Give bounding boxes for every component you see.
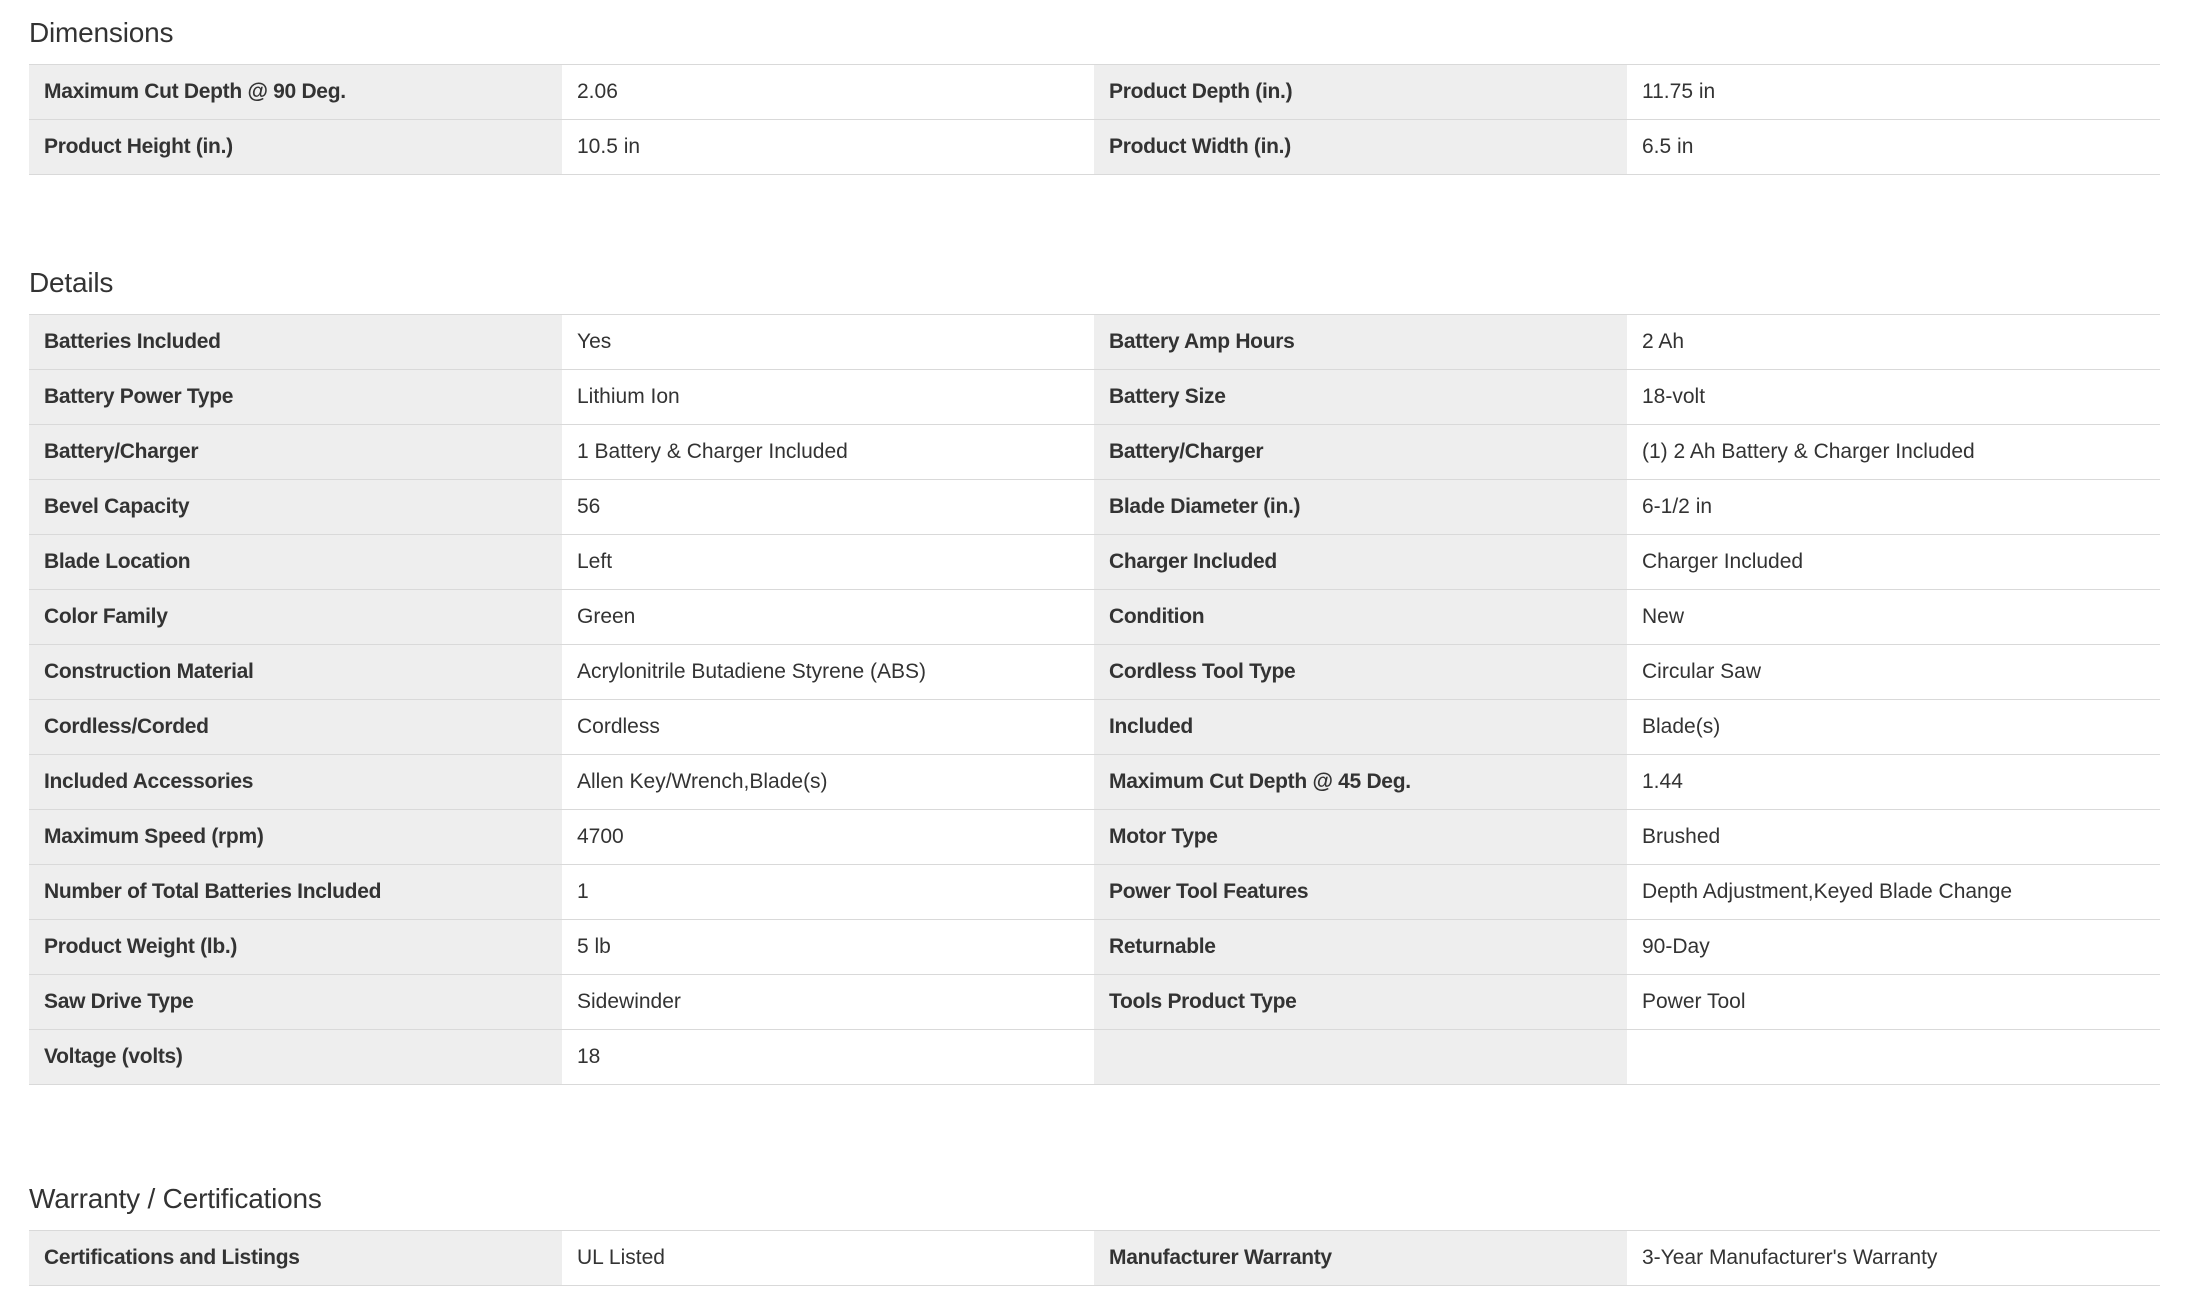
spec-label: Charger Included <box>1094 535 1627 590</box>
warranty-spec-table <box>29 1230 2160 1286</box>
spec-value: 18 <box>562 1030 1094 1085</box>
spec-row <box>29 535 2160 590</box>
spec-label: Battery Power Type <box>29 370 562 425</box>
spec-label: Batteries Included <box>29 315 562 370</box>
spec-label: Voltage (volts) <box>29 1030 562 1085</box>
spec-row <box>29 975 2160 1030</box>
spec-value: Charger Included <box>1627 535 2160 590</box>
spec-label: Product Weight (lb.) <box>29 920 562 975</box>
spec-value: 4700 <box>562 810 1094 865</box>
spec-row <box>29 590 2160 645</box>
spec-label: Tools Product Type <box>1094 975 1627 1030</box>
spec-row <box>29 865 2160 920</box>
dimensions-spec-table <box>29 64 2160 175</box>
spec-value: 18-volt <box>1627 370 2160 425</box>
spec-value: Cordless <box>562 700 1094 755</box>
warranty-section <box>29 1181 2160 1286</box>
spec-value: New <box>1627 590 2160 645</box>
spec-value: 1 Battery & Charger Included <box>562 425 1094 480</box>
spec-label: Certifications and Listings <box>29 1231 562 1286</box>
spec-value <box>1627 1030 2160 1085</box>
details-spec-table <box>29 314 2160 1085</box>
spec-row <box>29 120 2160 175</box>
spec-value: 5 lb <box>562 920 1094 975</box>
spec-row <box>29 480 2160 535</box>
spec-value: UL Listed <box>562 1231 1094 1286</box>
spec-value: Yes <box>562 315 1094 370</box>
spec-label: Maximum Cut Depth @ 90 Deg. <box>29 65 562 120</box>
spec-label: Product Depth (in.) <box>1094 65 1627 120</box>
section-title: Dimensions <box>29 17 174 48</box>
spec-label: Blade Diameter (in.) <box>1094 480 1627 535</box>
spec-value: Brushed <box>1627 810 2160 865</box>
spec-label: Maximum Cut Depth @ 45 Deg. <box>1094 755 1627 810</box>
spec-row <box>29 700 2160 755</box>
spec-value: 2.06 <box>562 65 1094 120</box>
spec-label: Cordless Tool Type <box>1094 645 1627 700</box>
spec-value: 3-Year Manufacturer's Warranty <box>1627 1231 2160 1286</box>
spec-label: Battery Size <box>1094 370 1627 425</box>
spec-value: Depth Adjustment,Keyed Blade Change <box>1627 865 2160 920</box>
spec-label: Maximum Speed (rpm) <box>29 810 562 865</box>
spec-value: Green <box>562 590 1094 645</box>
spec-row <box>29 1231 2160 1286</box>
spec-value: 11.75 in <box>1627 65 2160 120</box>
spec-label: Included Accessories <box>29 755 562 810</box>
spec-value: 10.5 in <box>562 120 1094 175</box>
spec-value: Sidewinder <box>562 975 1094 1030</box>
spec-value: Power Tool <box>1627 975 2160 1030</box>
details-section <box>29 265 2160 1085</box>
spec-value: 1.44 <box>1627 755 2160 810</box>
spec-value: Allen Key/Wrench,Blade(s) <box>562 755 1094 810</box>
spec-label: Battery/Charger <box>29 425 562 480</box>
spec-label: Battery Amp Hours <box>1094 315 1627 370</box>
section-title: Details <box>29 267 114 298</box>
spec-label: Bevel Capacity <box>29 480 562 535</box>
dimensions-section <box>29 15 2160 175</box>
spec-label: Condition <box>1094 590 1627 645</box>
spec-row <box>29 810 2160 865</box>
spec-label: Manufacturer Warranty <box>1094 1231 1627 1286</box>
spec-value: (1) 2 Ah Battery & Charger Included <box>1627 425 2160 480</box>
spec-label: Battery/Charger <box>1094 425 1627 480</box>
spec-value: 56 <box>562 480 1094 535</box>
spec-label: Product Height (in.) <box>29 120 562 175</box>
spec-row <box>29 425 2160 480</box>
spec-value: 1 <box>562 865 1094 920</box>
spec-value: Circular Saw <box>1627 645 2160 700</box>
spec-label: Returnable <box>1094 920 1627 975</box>
spec-row <box>29 315 2160 370</box>
spec-label <box>1094 1030 1627 1085</box>
spec-label: Blade Location <box>29 535 562 590</box>
spec-row <box>29 1030 2160 1085</box>
spec-row <box>29 65 2160 120</box>
spec-label: Cordless/Corded <box>29 700 562 755</box>
spec-label: Number of Total Batteries Included <box>29 865 562 920</box>
spec-value: Left <box>562 535 1094 590</box>
spec-label: Power Tool Features <box>1094 865 1627 920</box>
spec-value: 90-Day <box>1627 920 2160 975</box>
spec-value: 2 Ah <box>1627 315 2160 370</box>
spec-label: Color Family <box>29 590 562 645</box>
spec-label: Motor Type <box>1094 810 1627 865</box>
spec-label: Product Width (in.) <box>1094 120 1627 175</box>
spec-label: Construction Material <box>29 645 562 700</box>
spec-value: Blade(s) <box>1627 700 2160 755</box>
section-title: Warranty / Certifications <box>29 1183 322 1214</box>
spec-row <box>29 645 2160 700</box>
spec-value: Acrylonitrile Butadiene Styrene (ABS) <box>562 645 1094 700</box>
spec-label: Included <box>1094 700 1627 755</box>
spec-value: 6-1/2 in <box>1627 480 2160 535</box>
spec-value: Lithium Ion <box>562 370 1094 425</box>
spec-row <box>29 370 2160 425</box>
spec-row <box>29 755 2160 810</box>
spec-row <box>29 920 2160 975</box>
spec-value: 6.5 in <box>1627 120 2160 175</box>
spec-label: Saw Drive Type <box>29 975 562 1030</box>
